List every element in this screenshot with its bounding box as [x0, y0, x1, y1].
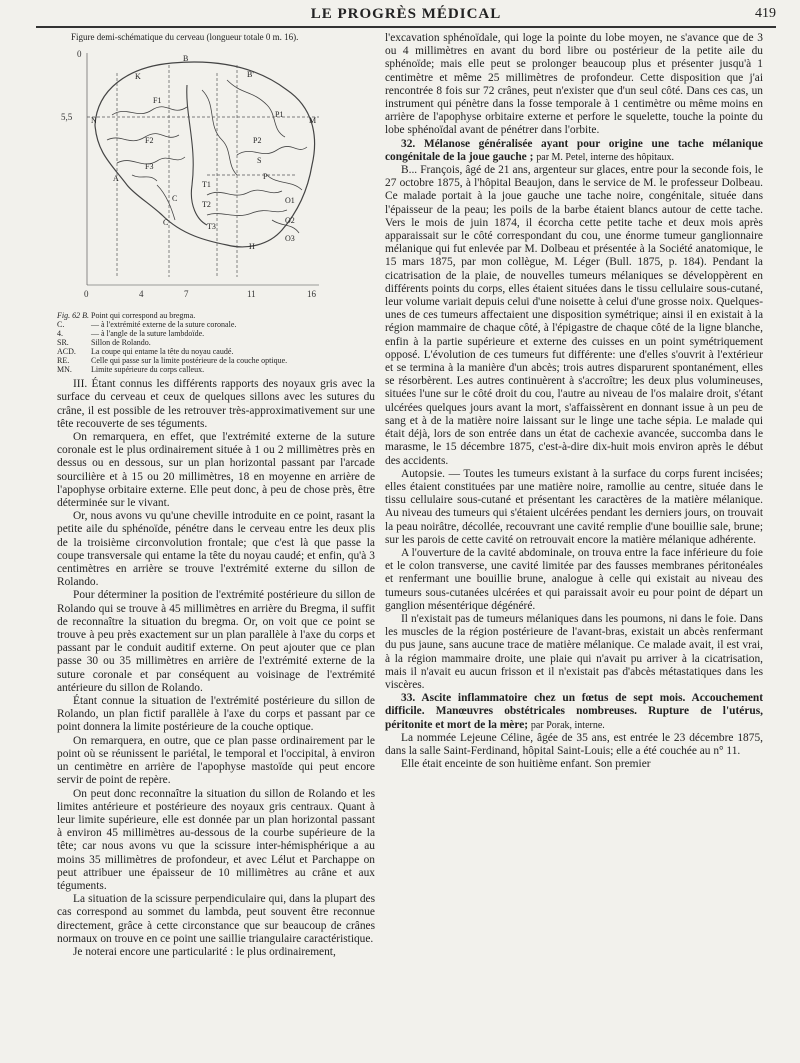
point-label: O2 — [285, 216, 295, 225]
brain-figure — [57, 45, 375, 305]
point-label: S — [257, 156, 262, 165]
case-heading — [385, 692, 763, 732]
point-label: P — [263, 172, 268, 181]
point-label: F3 — [145, 162, 154, 171]
case-title: Ascite inflammatoire chez un fœtus de sept mois. Accouchement difficile. Manœuvres obstétricales nombreuses. Rupture de l'utérus, péritonite et mort de la mère; — [385, 692, 764, 731]
point-label: M — [309, 116, 317, 125]
paragraph: On remarquera, en outre, que ce plan passe ordinairement par le point où se réunissent le pariétal, le temporal et l'occipital, à environ un centimètre en arrière de l'apophyse mastoïde qui peut encore servir de point de repère. — [57, 734, 375, 787]
point-label: H — [249, 242, 255, 251]
case-heading — [385, 138, 763, 164]
case-number: 33. — [401, 692, 416, 705]
right-column — [385, 32, 763, 771]
figure-title: Figure demi-schématique du cerveau (longueur totale 0 m. 16). — [71, 32, 299, 42]
legend-row: C. — à l'extrémité externe de la suture coronale. — [57, 320, 237, 330]
side-label: 5,5 — [61, 112, 73, 122]
point-label: T3 — [207, 222, 216, 231]
paragraph: La situation de la scissure perpendiculaire qui, dans la plupart des cas correspond au sommet du lambda, peut souvent être reconnue directement, grâce à cette circonstance que sur beaucoup de crânes normaux on trouve en ce point une saillie triangulaire caractéristique. — [57, 893, 375, 945]
point-label: O3 — [285, 234, 295, 243]
legend-row: ACD. La coupe qui entame la tête du noyau caudé. — [57, 347, 234, 357]
paragraph: Elle était enceinte de son huitième enfant. Son premier — [401, 758, 651, 771]
point-label: F1 — [153, 96, 162, 105]
paragraph: Or, nous avons vu qu'une cheville introduite en ce point, rasant la petite aile du sphénoïde, pénétre dans le cerveau entre les deux plis de la troisième circonvolution frontale; que c'est là que passe la coupe transversale qui entame la tête du noyau caudé; et enfin, qu'à 3 centimètres en arrière se trouve l'extrémité externe du sillon de Rolando. — [57, 510, 375, 589]
point-label: N — [91, 116, 97, 125]
case-title: Mélanose généralisée ayant pour origine une tache mélanique congénitale de la joue gauche ; — [385, 137, 763, 163]
case-author: par M. Petel, interne des hôpitaux. — [536, 151, 674, 163]
point-label: K — [135, 72, 141, 81]
paragraph: Je noterai encore une particularité : le plus ordinairement, — [73, 945, 336, 958]
legend-row: MN. Limite supérieure du corps calleux. — [57, 365, 205, 375]
tick-label: 0 — [84, 289, 89, 299]
legend-row: SR. Sillon de Rolando. — [57, 338, 151, 348]
paragraph: La nommée Lejeune Céline, âgée de 35 ans, est entrée le 23 décembre 1875, dans la salle Saint-Ferdinand, hôpital Saint-Louis; elle a été couchée au n° 11. — [385, 731, 763, 757]
point-label: C — [163, 218, 169, 227]
side-label: 0 — [77, 49, 82, 59]
tick-label: 7 — [184, 289, 189, 299]
point-label: T2 — [202, 200, 211, 209]
figure-legend — [57, 311, 375, 374]
paragraph: B... François, âgé de 21 ans, argenteur sur glaces, entre pour la seconde fois, le 27 octobre 1875, à l'hôpital Beaujon, dans le service de M. le professeur Dolbeau. Ce malade portait à la joue gauche une tache noire, congénitale, située dans l'épaisseur de la peau; les poils de la barbe étaient blancs autour de cette tache. Vers le mois de juin 1874, il écorcha cette petite tache et deux mois après apparaissait sur le côté correspondant du cou, une énorme tumeur ganglionnaire mélanique qui fut enlevée par M. Dolbeau et présentée à la Société anatomique, le 15 mars 1875, par mon collègue, M. Léger (Bull. 1875, p. 184). Pendant la cicatrisation de la plaie, de nouvelles tumeurs mélaniques se développèrent en différents points du corps, elles étaient situées dans le tissu cellulaire sous-cutané, leur volume variait depuis celui d'une noisette à celui d'une grosse noix. Quelques-unes de ces tumeurs affectaient une disposition symétrique; ainsi il en existait à la région mammaire de chaque côté, à l'épigastre de chaque côté de la ligne blanche, enfin à la partie supérieure et externe des cuisses en un point symétriquement opposé. L'évolution de ces tumeurs fut différente: une d'elles s'ouvrit à l'extérieur et se termina à la manière d'un abcès; trois autres disparurent spontanément, elles se résorbèrent. Les autres continuèrent à s'accroître; les deux plus volumineuses, situées l'une sur le côté droit du cou, l'autre au niveau de l'os malaire droit, s'étant ulcérées quelques jours avant la mort, s'affaissèrent en donnant issue à un peu de sang et à de la matière noire laissant sur le linge une tache sépia. Le malade qui était déjà, lors de son entrée dans un état de cachexie avancée, succomba dans le marasme, le 15 décembre 1875, c'est-à-dire dix-huit mois environ après le début des accidents. — [385, 164, 763, 467]
point-label: T1 — [202, 180, 211, 189]
page-number: 419 — [755, 6, 776, 21]
legend-row: RE. Celle qui passe sur la limite postérieure de la couche optique. — [57, 356, 288, 366]
left-column — [57, 32, 375, 959]
paragraph: l'excavation sphénoïdale, qui loge la pointe du lobe moyen, ne s'avance que de 3 ou 4 millimètres en avant du bord libre ou postérieur de la petite aile du sphénoïde; mais elle peut se prolonger beaucoup plus et présenter jusqu'à 1 centimètre et même 25 millimètres de profondeur. Cette disposition que j'ai rencontrée 8 fois sur 72 crânes, peut n'exister que d'un seul côté. Dans ces cas, un instrument qui pénètre dans la fosse temporale à 1 centimètre ou même moins en arrière de l'apophyse orbitaire externe et perfore le squelette, touche la pointe du lobe sphénoïdal avant de pénétrer dans l'orbite. — [385, 32, 763, 137]
page-header — [36, 4, 776, 28]
tick-label: 11 — [247, 289, 256, 299]
legend-row: Fig. 62 B. Point qui correspond au bregma. — [57, 311, 196, 321]
point-label: P1 — [275, 110, 284, 119]
case-number: 32. — [401, 137, 416, 150]
point-label: B — [183, 54, 189, 63]
paragraph: On peut donc reconnaître la situation du sillon de Rolando et les limites antérieure et postérieure des noyaux gris centraux. Quant à leur limite supérieure, elle est donnée par un plan horizontal passant à environ 45 millimètres au-dessous de la courbe supérieure de la tête; car nous avons vu que la scissure inter-hémisphérique a au moins 35 millimètres de profondeur, et avec Lélut et Parchappe on peut attribuer une épaisseur de 10 millimètres au crâne et aux téguments. — [57, 787, 375, 892]
point-label: O1 — [285, 196, 295, 205]
point-label: B' — [247, 70, 254, 79]
paragraph: Étant connue la situation de l'extrémité postérieure du sillon de Rolando, un plan fictif parallèle à l'axe du corps et passant par ce point donnera la limite postérieure de la couche optique. — [57, 695, 375, 734]
paragraph: III. Étant connus les différents rapports des noyaux gris avec la surface du cerveau et ceux de quelques sillons avec les sutures du crâne, il est possible de les retrouver très-approximativement sur une tête recouverte de ses téguments. — [57, 378, 375, 430]
point-label: P2 — [253, 136, 262, 145]
point-label: F2 — [145, 136, 154, 145]
journal-title: LE PROGRÈS MÉDICAL — [310, 6, 502, 22]
tick-label: 4 — [139, 289, 144, 299]
point-label: A — [113, 174, 119, 183]
paragraph: A l'ouverture de la cavité abdominale, on trouva entre la face inférieure du foie et le colon transverse, une cavité limitée par des fausses membranes péritonéales et renfermant une bouillie brune, analogue à celle qui existait au niveau des tumeurs sous-cutanées ulcérées et qui paraissait avoir eu pour point de départ un ganglion mésentérique dégénéré. — [385, 546, 763, 612]
paragraph: Il n'existait pas de tumeurs mélaniques dans les poumons, ni dans le foie. Dans les muscles de la région postérieure de l'avant-bras, existait un abcès renfermant du pus jaune, sans aucune trace de matière mélanique. Ce malade avait, il est vrai, à la région mammaire droite, une plaie qui n'avait pu arriver à la cicatrisation, mais il n'avait eu aucun frisson et il n'existait pas d'abcès métastatiques dans les viscères. — [385, 612, 763, 691]
tick-label: 16 — [307, 289, 316, 299]
paragraph: Autopsie. — Toutes les tumeurs existant à la surface du corps furent incisées; elles étaient constituées par une matière noire, ramollie au centre, située dans le tissu cellulaire sous-cutané et présentant les caractères de la matière mélanique. Au niveau des tumeurs qui s'étaient ulcérées pendant les derniers jours, on trouvait la peau noirâtre, décollée, recouvrant une cavité remplie d'une bouillie sale, brune; sur les parois de cette cavité on retrouvait encore la matière mélanique adhérente. — [385, 467, 763, 546]
paragraph: Pour déterminer la position de l'extrémité postérieure du sillon de Rolando qui se trouve à 45 millimètres en arrière du Bregma, il suffit de reconnaître la situation du bregma. Or, on voit que ce point se trouve à peu près exactement sur un plan parallèle à l'axe du corps et passant par le conduit auditif externe. On peut ajouter que ce plan passe 30 ou 35 millimètres en arrière de l'extrémité externe de la suture coronale et par conséquent au voisinage de l'extrémité antérieure du sillon de Rolando. — [57, 589, 375, 694]
point-label: C — [172, 194, 178, 203]
legend-row: 4. — à l'angle de la suture lambdoïde. — [57, 329, 205, 339]
case-author: par Porak, interne. — [530, 719, 605, 731]
paragraph: On remarquera, en effet, que l'extrémité externe de la suture coronale est le plus ordinairement située à 1 ou 2 millimètres près en dessus ou en dessous, sur un plan horizontal passant par l'arcade sourcilière et à 15 ou 20 millimètres, 18 en moyenne en arrière de l'apophyse orbitaire externe. Elle peut donc, à peu de chose près, être déterminée sur le vivant. — [57, 431, 375, 510]
